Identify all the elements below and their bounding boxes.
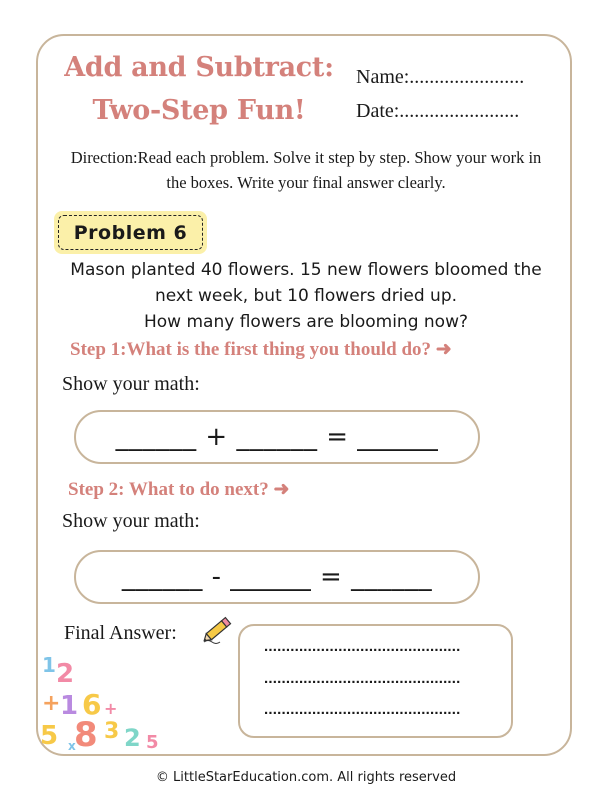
step1-heading: Step 1:What is the first thing you thould do? ➜ <box>70 339 452 360</box>
step2-equation-box[interactable] <box>74 550 480 604</box>
footer-copyright: © LittleStarEducation.com. All rights reserved <box>155 770 457 785</box>
problem-line3: How many flowers are blooming now? <box>144 312 468 332</box>
pencil-icon <box>200 612 236 646</box>
deco-digit: + <box>104 699 118 718</box>
problem-text <box>40 257 572 335</box>
problem-badge-label: Problem 6 <box>58 215 203 250</box>
deco-digit: 6 <box>82 688 102 721</box>
title-line1: Add and Subtract: <box>64 52 334 83</box>
problem-badge <box>54 211 207 254</box>
title-line2: Two-Step Fun! <box>92 95 306 126</box>
answer-line-1: ............................................. <box>264 638 461 655</box>
deco-digit: x <box>68 739 76 753</box>
deco-digit: 3 <box>104 719 120 744</box>
deco-digit: 2 <box>124 724 141 752</box>
deco-digit: 2 <box>56 659 75 689</box>
deco-digit: 1 <box>60 691 79 721</box>
step1-show-label: Show your math: <box>62 373 200 395</box>
step2-show-label: Show your math: <box>62 510 200 532</box>
deco-digit: 1 <box>42 654 56 677</box>
problem-line2: next week, but 10 flowers dried up. <box>154 286 458 306</box>
problem-line1: Mason planted 40 flowers. 15 new flowers bloomed the <box>70 260 542 280</box>
deco-digit: 8 <box>74 715 98 754</box>
final-answer-label: Final Answer: <box>64 622 177 644</box>
direction-text: Direction:Read each problem. Solve it step by step. Show your work in the boxes. Write your final answer clearly. <box>70 148 542 192</box>
step1-equation: ______ + ______ = ______ <box>115 422 439 452</box>
step1-equation-box[interactable] <box>74 410 480 464</box>
colorful-numbers-decoration <box>38 654 170 754</box>
deco-digit: 5 <box>146 732 159 753</box>
step2-heading: Step 2: What to do next? ➜ <box>68 479 290 500</box>
date-field[interactable]: Date:........................ <box>356 100 520 122</box>
answer-line-3: ............................................. <box>264 701 461 718</box>
name-field[interactable]: Name:....................... <box>356 66 525 88</box>
deco-digit: 5 <box>40 721 59 751</box>
deco-digit: + <box>42 691 61 716</box>
step2-equation: ______ - ______ = ______ <box>121 562 433 592</box>
answer-line-2: ............................................. <box>264 670 461 687</box>
